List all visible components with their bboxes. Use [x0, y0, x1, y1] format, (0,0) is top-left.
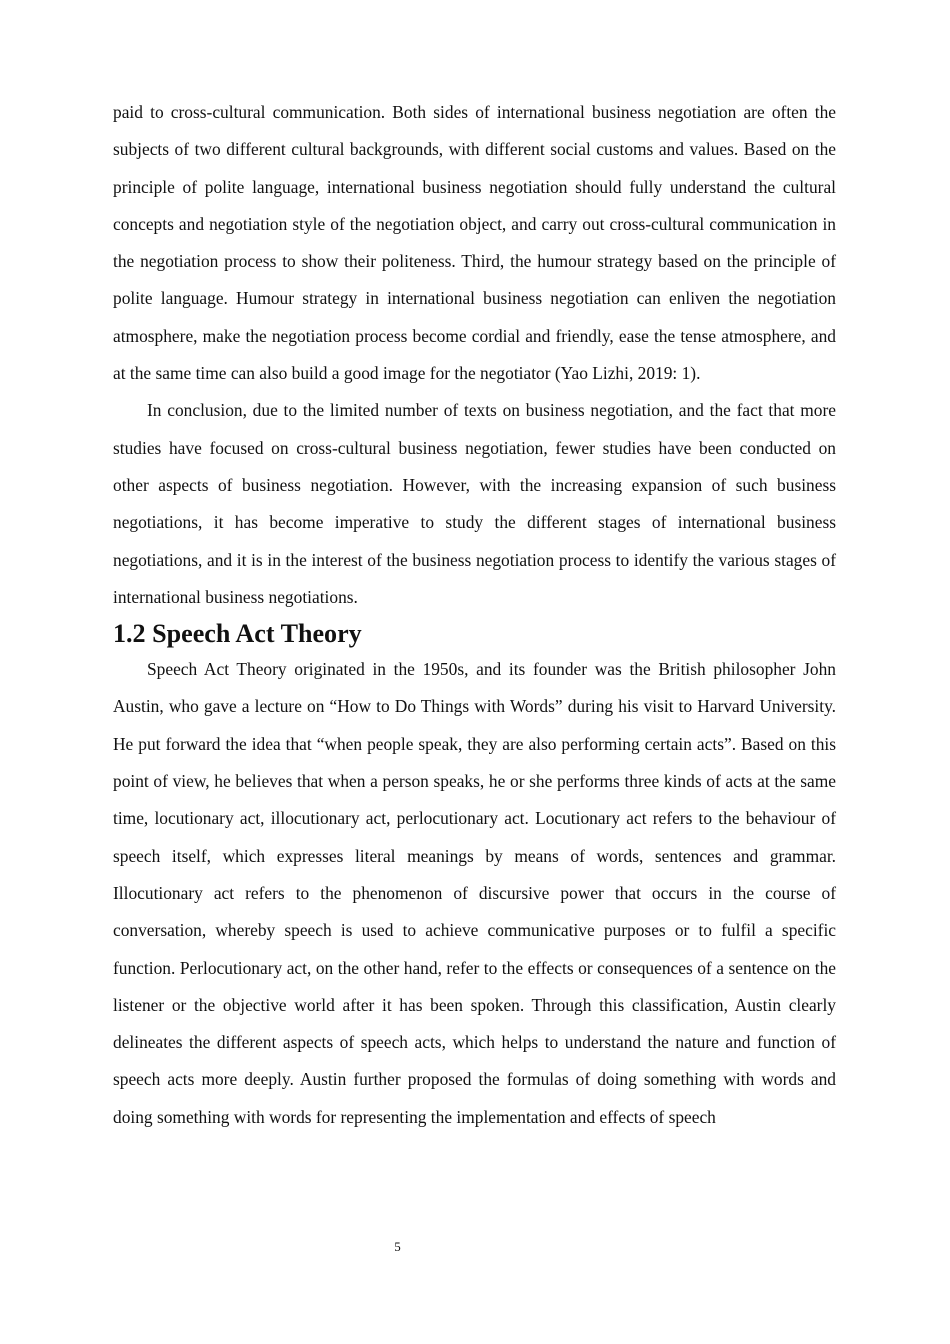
paragraph-conclusion: In conclusion, due to the limited number of texts on business negotiation, and the fact that more studies have focused on cross-cultural business negotiation, fewer studies have been conducted on other aspects of business negotiation. However, with the increasing expansion of such business negotiations, it has become imperative to study the different stages of international business negotiations, and it is in the interest of the business negotiation process to identify the various stages of international business negotiations. — [113, 400, 836, 607]
paragraph-continued: paid to cross-cultural communication. Both sides of international business negotiation are often the subjects of two different cultural backgrounds, with different social customs and values. Based on the principle of polite language, international business negotiation should fully understand the cultural concepts and negotiation style of the negotiation object, and carry out cross-cultural communication in the negotiation process to show their politeness. Third, the humour strategy based on the principle of polite language. Humour strategy in international business negotiation can enliven the negotiation atmosphere, make the negotiation process become cordial and friendly, ease the tense atmosphere, and at the same time can also build a good image for the negotiator (Yao Lizhi, 2019: 1). — [113, 102, 836, 384]
section-heading: 1.2 Speech Act Theory — [113, 619, 362, 649]
paragraph-speech-act-theory: Speech Act Theory originated in the 1950s, and its founder was the British philosopher John Austin, who gave a lecture on “How to Do Things with Words” during his visit to Harvard University. He put forward the idea that “when people speak, they are also performing certain acts”. Based on this point of view, he believes that when a person speaks, he or she performs three kinds of acts at the same time, locutionary act, illocutionary act, perlocutionary act. Locutionary act refers to the behaviour of speech itself, which expresses literal meanings by means of words, sentences and grammar. Illocutionary act refers to the phenomenon of discursive power that occurs in the course of conversation, whereby speech is used to achieve communicative purposes or to fulfil a specific function. Perlocutionary act, on the other hand, refer to the effects or consequences of a sentence on the listener or the objective world after it has been spoken. Through this classification, Austin clearly delineates the different aspects of speech acts, which helps to understand the nature and function of speech acts more deeply. Austin further proposed the formulas of doing something with words and doing something with words for representing the implementation and effects of speech — [113, 659, 836, 1127]
document-page — [113, 94, 836, 1136]
page-number: 5 — [394, 1239, 401, 1254]
